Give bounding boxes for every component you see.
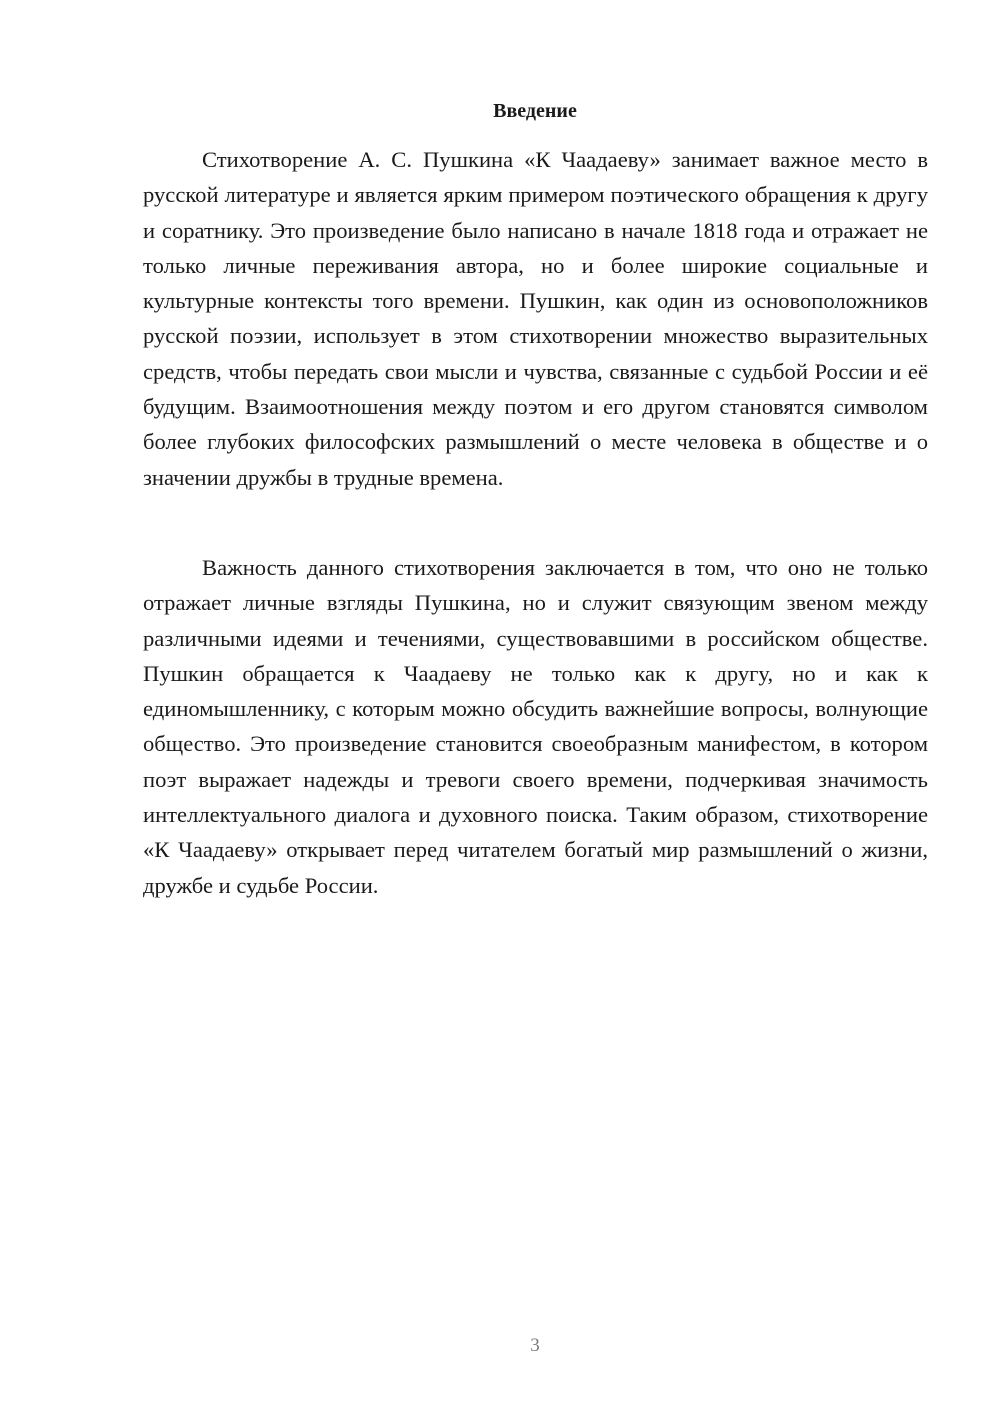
page-number: 3 bbox=[530, 1335, 540, 1356]
section-heading: Введение bbox=[493, 100, 577, 122]
paragraph-1: Стихотворение А. С. Пушкина «К Чаадаеву» занимает важное место в русской литературе и является ярким примером поэтического обращения к другу и соратнику. Это произведение было написано в начале 1818 года и отражает не только личные переживания автора, но и более широкие социальные и культурные контексты того времени. Пушкин, как один из основоположников русской поэзии, использует в этом стихотворении множество выразительных средств, чтобы передать свои мысли и чувства, связанные с судьбой России и её будущим. Взаимоотношения между поэтом и его другом становятся символом более глубоких философских размышлений о месте человека в обществе и о значении дружбы в трудные времена. bbox=[143, 147, 928, 490]
paragraph-2: Важность данного стихотворения заключается в том, что оно не только отражает личные взгляды Пушкина, но и служит связующим звеном между различными идеями и течениями, существовавшими в российском обществе. Пушкин обращается к Чаадаеву не только как к другу, но и как к единомышленнику, с которым можно обсудить важнейшие вопросы, волнующие общество. Это произведение становится своеобразным манифестом, в котором поэт выражает надежды и тревоги своего времени, подчеркивая значимость интеллектуального диалога и духовного поиска. Таким образом, стихотворение «К Чаадаеву» открывает перед читателем богатый мир размышлений о жизни, дружбе и судьбе России. bbox=[143, 555, 928, 898]
